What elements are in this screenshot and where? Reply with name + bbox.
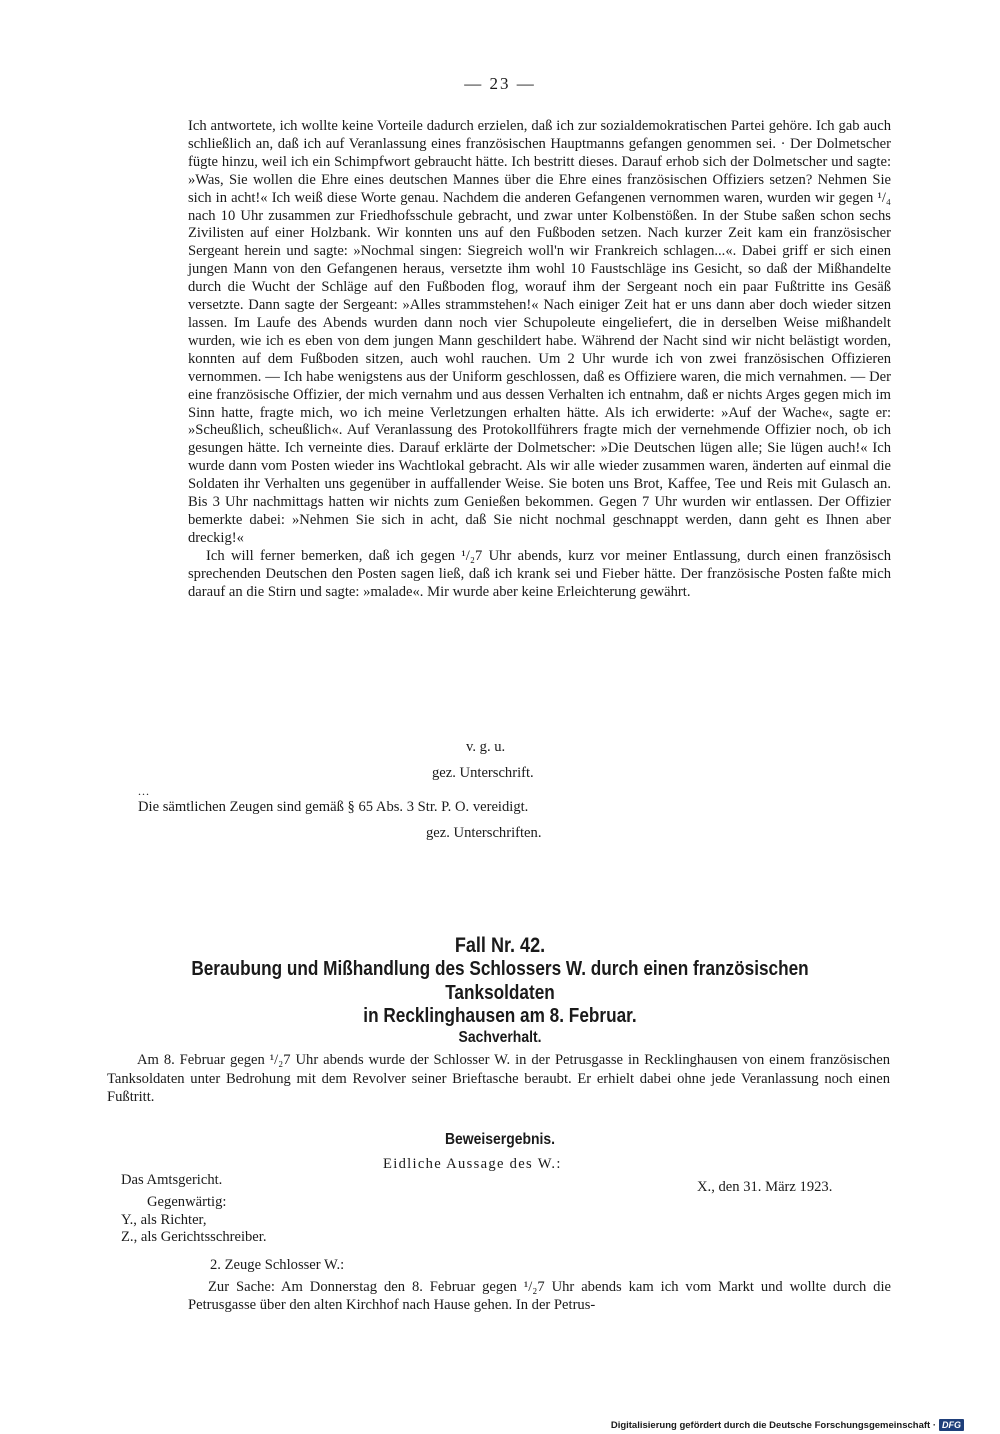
facts-text — [107, 1051, 890, 1107]
funding-footer — [611, 1419, 964, 1431]
present-label: Gegenwärtig: — [147, 1194, 227, 1210]
testimony-start — [188, 1278, 891, 1314]
sworn-note: Die sämtlichen Zeugen sind gemäß § 65 Abs. 3 Str. P. O. vereidigt. — [138, 799, 529, 815]
funding-note: Digitalisierung gefördert durch die Deutsche Forschungsgemeinschaft · — [610, 1419, 936, 1431]
clerk-line: Z., als Gerichtsschreiber. — [121, 1229, 267, 1245]
court-name: Das Amtsgericht. — [121, 1172, 223, 1188]
judge-line: Y., als Richter, — [121, 1212, 207, 1228]
ellipsis: ... — [138, 784, 150, 798]
case-heading — [156, 933, 844, 1029]
closing-signature: gez. Unterschrift. — [432, 765, 534, 781]
statement-heading: Eidliche Aussage des W.: — [383, 1156, 562, 1172]
witness-line: 2. Zeuge Schlosser W.: — [210, 1257, 345, 1273]
case-title-line-1: Beraubung und Mißhandlung des Schlossers W. durch einen französischen Tanksoldaten — [191, 958, 809, 1004]
testimony-paragraph-1: Ich antwortete, ich wollte keine Vorteile dadurch erzielen, daß ich zur sozialdemokratischen Partei gehöre. Ich gab auch schließlich an, daß ich auf Veranlassung eines französischen Hauptmanns gefangen genommen sei. · Der Dolmetscher fügte hinzu, weil ich ein Schimpfwort gebraucht hätte. Ich bestritt dieses. Darauf erhob sich der Dolmetscher und sagte: »Was, Sie wollen die Ehre eines deutschen Mannes über die Ehre eines französischen Offiziers setzen? Nehmen Sie sich in acht!« Ich weiß diese Worte genau. Nachdem die anderen Gefangenen vernommen waren, wurden wir gegen ¹/₄ nach 10 Uhr zusammen zur Friedhofsschule gebracht, und zwar unter Kolbenstößen. In der Stube saßen schon sechs Zivilisten auf einer Holzbank. Wir konnten uns auf den Fußboden setzen. Nach kurzer Zeit kam ein französischer Sergeant herein und sagte: »Nochmal singen: Siegreich woll'n wir Frankreich schlagen...«. Dabei griff er sich einen jungen Mann von den Gefangenen heraus, versetzte ihm wohl 10 Faustschläge ins Gesicht, so daß der Mißhandelte durch die Wucht der Schläge auf den Fußboden flog, worauf ihm der Sergeant noch ein paar Fußtritte ins Gesäß versetzte. Dann sagte der Sergeant: »Alles strammstehen!« Nach einiger Zeit hat er uns dann aber doch wieder sitzen lassen. Im Laufe des Abends wurden dann noch vier Schupoleute eingeliefert, die in derselben Weise mißhandelt wurden, wie ich es eben von dem jungen Mann geschildert habe. Während der Nacht sind wir nicht belästigt worden, konnten auf dem Fußboden sitzen, auch wohl rauchen. Um 2 Uhr wurde ich von zwei französischen Offizieren vernommen. — Ich habe wenigstens aus der Uniform geschlossen, daß es Offiziere waren, die mich vernahmen. — Der eine französische Offizier, der mich vernahm und aus dessen Verhalten ich entnahm, daß er nichts Arges gegen mich im Sinn hatte, fragte mich, wo ich meine Verletzungen erhalten hätte. Als ich erwiderte: »Auf der Wache«, sagte er: »Scheußlich, scheußlich«. Auf Veranlassung des Protokollführers fragte mich der vernehmende Offizier noch, ob ich gesungen hätte. Ich verneinte dies. Darauf erklärte der Dolmetscher: »Die Deutschen lügen alle; Sie lügen auch!« Ich wurde dann vom Posten wieder ins Wachtlokal gebracht. Als wir alle wieder zusammen waren, änderten auf einmal die Soldaten ihr Verhalten uns gegenüber in auffallender Weise. Sie boten uns Brot, Kaffee, Tee und Reis mit Gulasch an. Bis 3 Uhr nachmittags hatten wir nichts zum Genießen bekommen. Gegen 7 Uhr wurden wir entlassen. Der Offizier bemerkte dabei: »Nehmen Sie sich in acht, daß Sie nicht nochmal geschnappt werden, dann geht es Ihnen aber dreckig!« — [188, 118, 891, 546]
testimony-continued — [188, 118, 891, 601]
closing-vgu: v. g. u. — [466, 739, 506, 755]
testimony-paragraph-2: Ich will ferner bemerken, daß ich gegen ¹/₂7 Uhr abends, kurz vor meiner Entlassung, durch einen französisch sprechenden Deutschen den Posten sagen ließ, daß ich krank sei und Fieber hätte. Der französische Posten faßte mich darauf an die Stirn und sagte: »malade«. Mir wurde aber keine Erleichterung gewährt. — [188, 547, 891, 600]
dfg-logo-icon: DFG — [939, 1419, 964, 1431]
facts-heading: Sachverhalt. — [458, 1029, 542, 1046]
case-title-line-2: in Recklinghausen am 8. Februar. — [363, 1005, 637, 1027]
page-number: — 23 — — [464, 74, 536, 93]
case-number: Fall Nr. 42. — [454, 934, 546, 957]
place-date: X., den 31. März 1923. — [697, 1179, 833, 1195]
testimony-start-text: Zur Sache: Am Donnerstag den 8. Februar gegen ¹/₂7 Uhr abends kam ich vom Markt und wollte durch die Petrusgasse über den alten Kirchhof nach Hause gehen. In der Petrus- — [188, 1279, 891, 1313]
facts-paragraph: Am 8. Februar gegen ¹/₂7 Uhr abends wurde der Schlosser W. in der Petrusgasse in Recklinghausen von einem französischen Tanksoldaten unter Bedrohung mit dem Revolver seiner Brieftasche beraubt. Er erhielt dabei ohne jede Veranlassung noch einen Fußtritt. — [107, 1052, 890, 1105]
sworn-signatures: gez. Unterschriften. — [426, 825, 542, 841]
evidence-heading: Beweisergebnis. — [444, 1131, 556, 1148]
